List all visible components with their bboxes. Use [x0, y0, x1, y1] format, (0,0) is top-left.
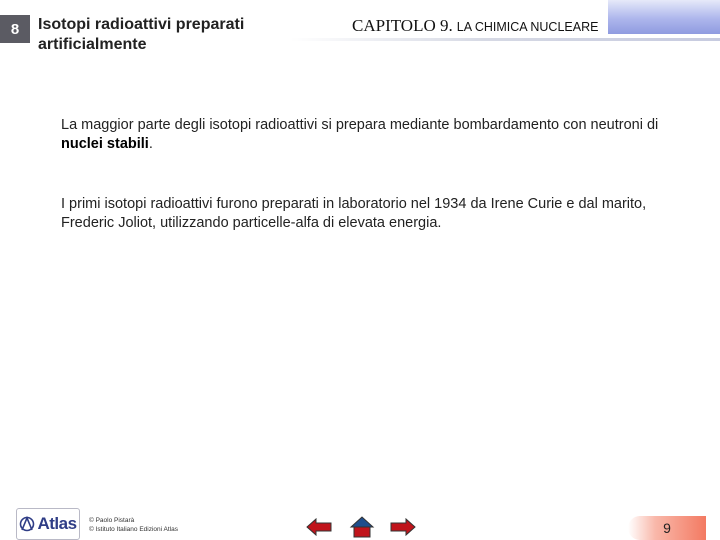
chapter-subject: LA CHIMICA NUCLEARE — [456, 20, 599, 34]
home-button[interactable] — [349, 516, 375, 538]
atlas-mark-icon — [19, 515, 35, 533]
home-icon — [349, 516, 375, 538]
paragraph-1-text: La maggior parte degli isotopi radioattivi si prepara mediante bombardamento con neutroni di — [61, 117, 659, 133]
chapter-heading — [352, 16, 598, 36]
atlas-logo — [16, 508, 80, 540]
header-rule — [290, 38, 720, 41]
chapter-label: CAPITOLO 9. — [352, 16, 453, 35]
slide-title: Isotopi radioattivi preparati artificialmente — [38, 16, 245, 53]
next-slide-button[interactable] — [390, 516, 416, 538]
previous-slide-button[interactable] — [306, 516, 332, 538]
credits — [89, 516, 178, 534]
paragraph-1-end: . — [148, 136, 153, 152]
arrow-right-icon — [390, 518, 416, 536]
header-decor-band — [608, 0, 720, 34]
credit-publisher: © Istituto Italiano Edizioni Atlas — [89, 526, 178, 533]
credit-author: © Paolo Pistarà — [89, 517, 135, 524]
paragraph-1-emphasis: nuclei stabili — [61, 136, 149, 152]
page-number: 9 — [628, 516, 706, 540]
section-number-badge: 8 — [0, 15, 30, 43]
paragraph-2: I primi isotopi radioattivi furono preparati in laboratorio nel 1934 da Irene Curie e dal marito, Frederic Joliot, utilizzando particelle-alfa di elevata energia. — [61, 196, 647, 231]
logo-text: Atlas — [37, 514, 77, 533]
paragraph-1 — [61, 116, 661, 154]
arrow-left-icon — [306, 518, 332, 536]
